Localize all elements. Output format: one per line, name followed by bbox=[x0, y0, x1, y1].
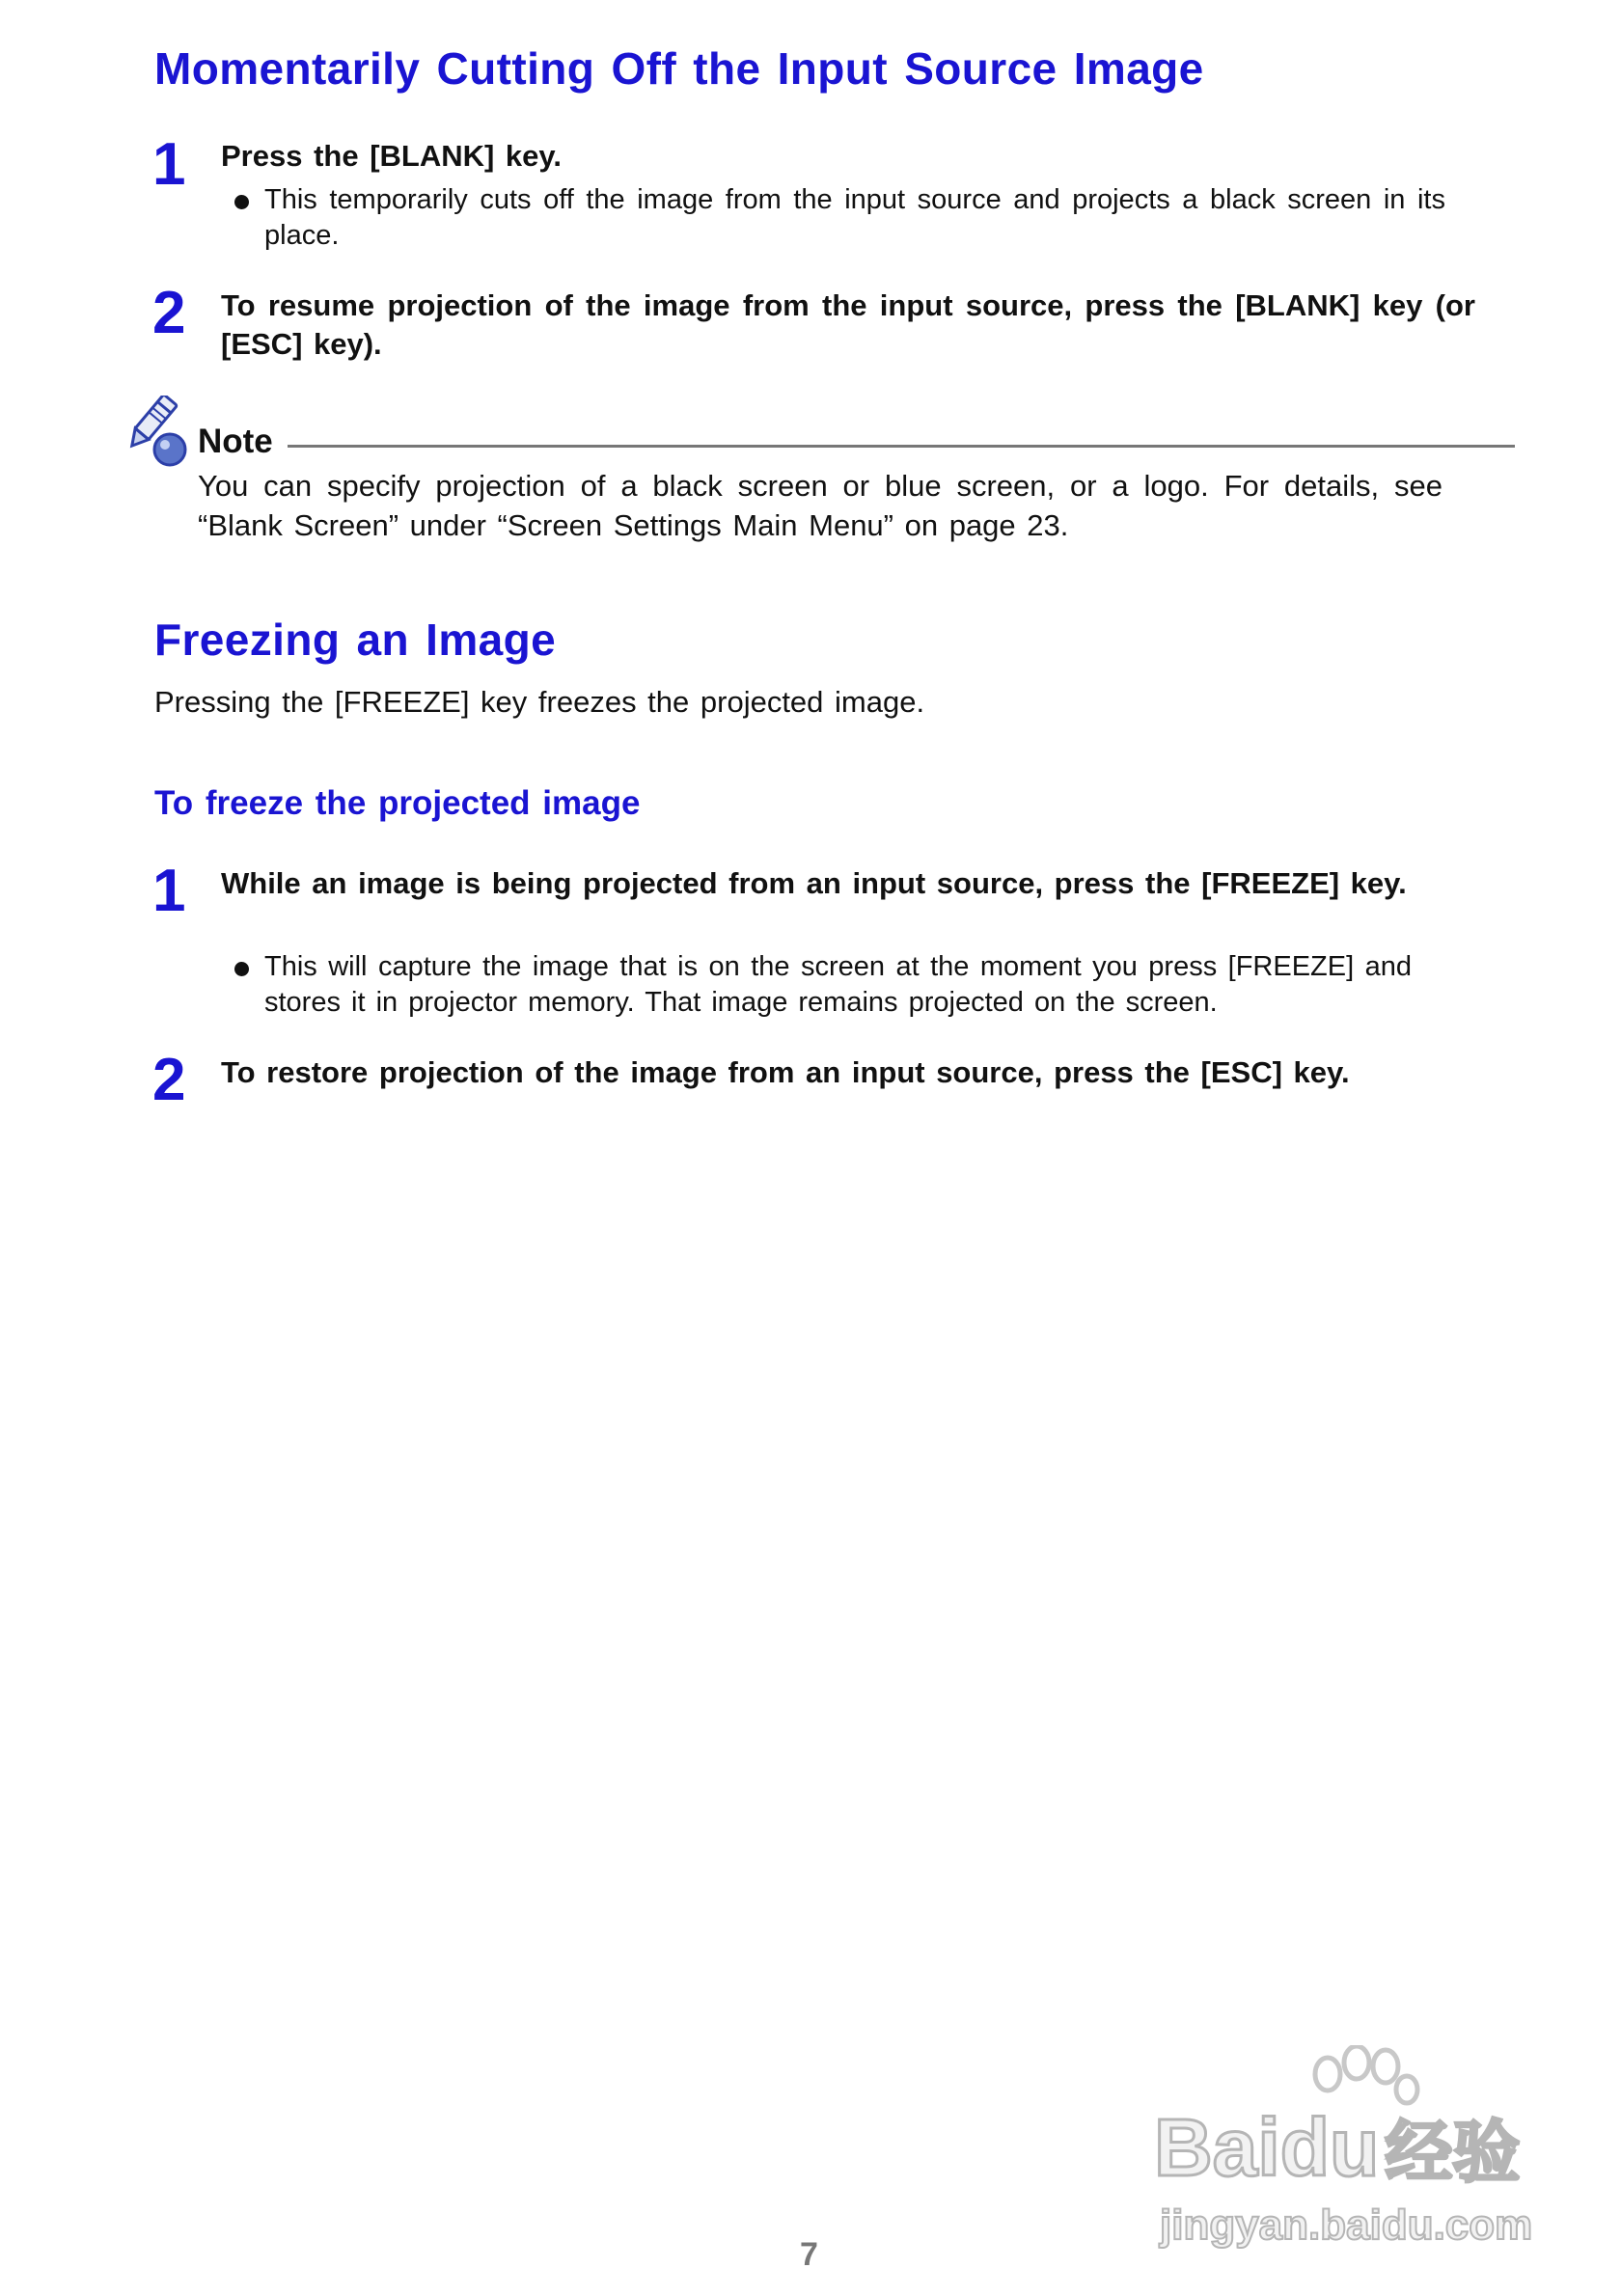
note-label: Note bbox=[198, 423, 273, 460]
watermark-brand: Bai bbox=[1154, 2102, 1280, 2193]
freeze-step-1-bullet bbox=[234, 949, 1412, 1021]
section-intro: Pressing the [FREEZE] key freezes the projected image. bbox=[154, 685, 925, 719]
freeze-step-2-text: To restore projection of the image from an input source, press the [ESC] key. bbox=[221, 1055, 1350, 1089]
watermark-brand-cn: 经验 bbox=[1385, 2115, 1521, 2190]
bullet-dot bbox=[234, 195, 249, 209]
baidu-watermark bbox=[1154, 2045, 1559, 2248]
note-pen-icon bbox=[120, 396, 189, 469]
step-number-1: 1 bbox=[152, 858, 186, 924]
step-1-bullet bbox=[234, 182, 1445, 254]
watermark-url: jingyan.baidu.com bbox=[1160, 2201, 1533, 2249]
note-divider bbox=[288, 445, 1515, 448]
step-number-2: 2 bbox=[152, 280, 186, 346]
section-title-freeze: Freezing an Image bbox=[154, 615, 557, 665]
note-text: You can specify projection of a black screen or blue screen, or a logo. For details, see “Blank Screen” under “Screen Settings Main Menu” on page 23. bbox=[198, 469, 1442, 542]
step-1-bullet-text: This temporarily cuts off the image from the input source and projects a black screen in its place. bbox=[264, 184, 1445, 251]
watermark-brand-du: du bbox=[1279, 2102, 1380, 2193]
freeze-step-1-bullet-text: This will capture the image that is on the screen at the moment you press [FREEZE] and stores it in projector memory. That image remains projected on the screen. bbox=[264, 951, 1412, 1018]
step-number-1: 1 bbox=[152, 131, 186, 198]
bullet-dot bbox=[234, 962, 249, 976]
step-2-text: To resume projection of the image from the input source, press the [BLANK] key (or [ESC] key). bbox=[221, 288, 1475, 361]
step-number-2: 2 bbox=[152, 1047, 186, 1113]
step-1-text: Press the [BLANK] key. bbox=[221, 139, 562, 173]
subsection-title: To freeze the projected image bbox=[154, 784, 641, 822]
freeze-step-1-text: While an image is being projected from an input source, press the [FREEZE] key. bbox=[221, 866, 1407, 900]
page-number: 7 bbox=[800, 2236, 818, 2273]
section-title-blank: Momentarily Cutting Off the Input Source Image bbox=[154, 43, 1204, 94]
